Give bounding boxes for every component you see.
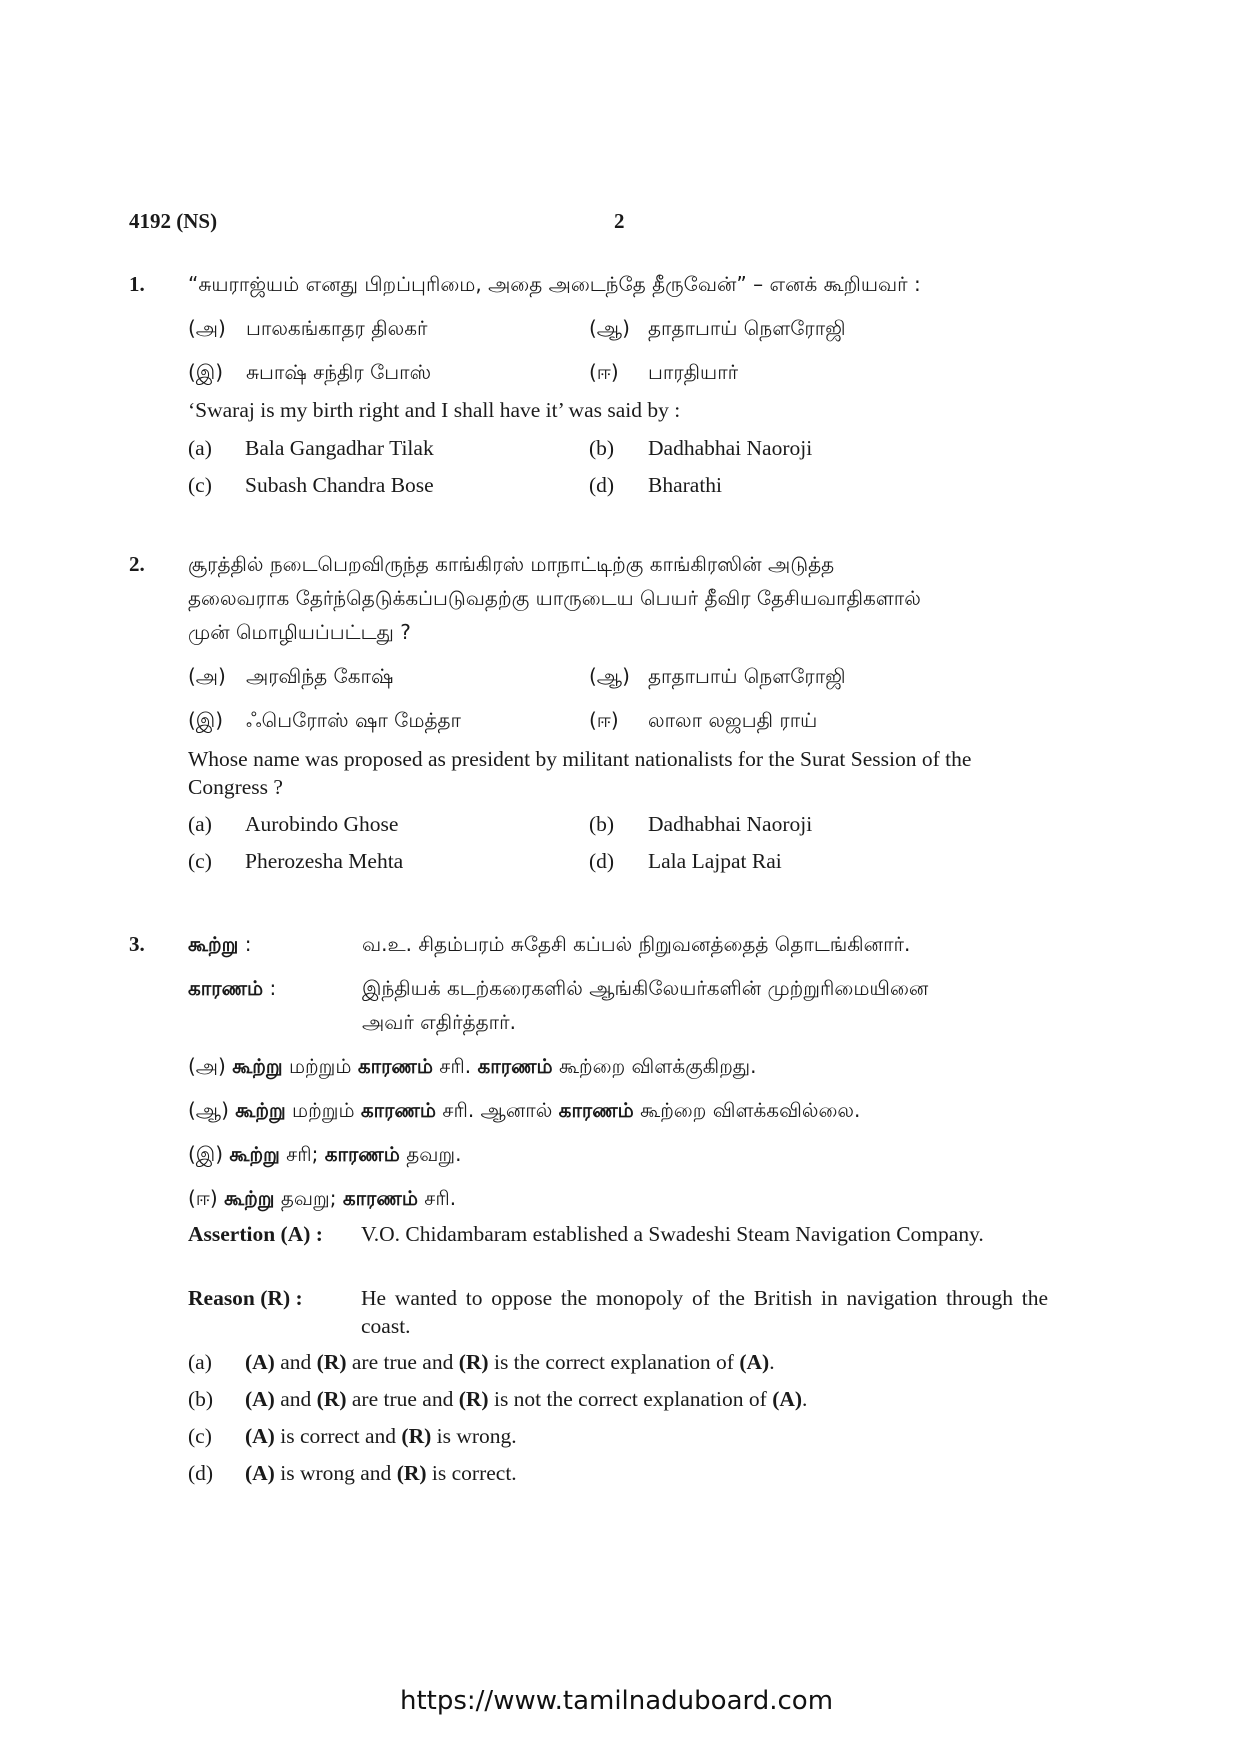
question-1-tamil-text: “சுயராஜ்யம் எனது பிறப்புரிமை, அதை அடைந்தே தீருவேன்” – எனக் கூறியவர் :	[188, 272, 921, 296]
q3-tamil-assertion-text: வ.உ. சிதம்பரம் சுதேசி கப்பல் நிறுவனத்தைத் தொடங்கினார்.	[362, 932, 911, 956]
q3-option-text: (A) is wrong and (R) is correct.	[245, 1461, 517, 1485]
question-3-number: 3.	[129, 932, 145, 956]
question-2-tamil-line: சூரத்தில் நடைபெறவிருந்த காங்கிரஸ் மாநாட்டிற்கு காங்கிரஸின் அடுத்த	[188, 552, 835, 576]
q1-tamil-option-label: (அ)	[188, 316, 226, 340]
q3-option-text: (A) and (R) are true and (R) is the correct explanation of (A).	[245, 1350, 775, 1374]
q3-option-label: (a)	[188, 1350, 212, 1374]
page-number: 2	[614, 209, 625, 233]
website-url: https://www.tamilnaduboard.com	[400, 1686, 834, 1716]
q3-option-label: (c)	[188, 1424, 212, 1448]
q3-option-text: (A) and (R) are true and (R) is not the correct explanation of (A).	[245, 1387, 808, 1411]
q2-tamil-option-text: அரவிந்த கோஷ்	[246, 664, 394, 688]
q2-option-text: Dadhabhai Naoroji	[648, 812, 813, 836]
q2-tamil-option-text: ஃபெரோஸ் ஷா மேத்தா	[246, 708, 461, 732]
q3-tamil-option: (அ) கூற்று மற்றும் காரணம் சரி. காரணம் கூற்றை விளக்குகிறது.	[188, 1054, 757, 1078]
q3-assertion-label: Assertion (A) :	[188, 1222, 323, 1246]
q2-tamil-option-label: (ஆ)	[589, 664, 630, 688]
q1-tamil-option-text: பாரதியார்	[648, 360, 739, 384]
q1-option-text: Bharathi	[648, 473, 723, 497]
q2-option-text: Aurobindo Ghose	[245, 812, 399, 836]
q2-tamil-option-label: (ஈ)	[589, 708, 619, 732]
q1-tamil-option-text: சுபாஷ் சந்திர போஸ்	[246, 360, 432, 384]
q1-tamil-option-text: பாலகங்காதர திலகர்	[246, 316, 428, 340]
q3-tamil-option: (இ) கூற்று சரி; காரணம் தவறு.	[188, 1142, 462, 1166]
q3-tamil-assertion-label: கூற்று :	[188, 932, 252, 956]
q1-tamil-option-label: (ஈ)	[589, 360, 619, 384]
q1-option-label: (b)	[589, 436, 615, 460]
q2-option-label: (c)	[188, 849, 212, 873]
q3-reason-text: He wanted to oppose the monopoly of the British in navigation through the coast.	[361, 1286, 1048, 1338]
q3-assertion-text: V.O. Chidambaram established a Swadeshi Steam Navigation Company.	[361, 1222, 984, 1246]
q3-option-label: (d)	[188, 1461, 214, 1485]
q1-option-label: (c)	[188, 473, 212, 497]
q1-option-text: Dadhabhai Naoroji	[648, 436, 813, 460]
q1-tamil-option-text: தாதாபாய் நௌரோஜி	[648, 316, 846, 340]
q2-tamil-option-text: லாலா லஜபதி ராய்	[648, 708, 818, 732]
q2-option-text: Lala Lajpat Rai	[648, 849, 782, 873]
question-2-tamil-line: முன் மொழியப்பட்டது ?	[188, 620, 411, 644]
q3-tamil-reason-line: அவர் எதிர்த்தார்.	[362, 1010, 516, 1034]
q3-tamil-option: (ஆ) கூற்று மற்றும் காரணம் சரி. ஆனால் காரணம் கூற்றை விளக்கவில்லை.	[188, 1098, 861, 1122]
paper-code: 4192 (NS)	[129, 209, 218, 233]
question-2-number: 2.	[129, 552, 145, 576]
q3-tamil-reason-line: இந்தியக் கடற்கரைகளில் ஆங்கிலேயர்களின் முற்றுரிமையினை	[362, 976, 929, 1000]
q1-option-text: Bala Gangadhar Tilak	[245, 436, 434, 460]
q3-tamil-reason-label: காரணம் :	[188, 976, 277, 1000]
question-1-number: 1.	[129, 272, 145, 296]
q1-tamil-option-label: (ஆ)	[589, 316, 630, 340]
q1-option-label: (d)	[589, 473, 615, 497]
q2-tamil-option-label: (இ)	[188, 708, 224, 732]
q3-reason-label: Reason (R) :	[188, 1286, 303, 1310]
q3-option-text: (A) is correct and (R) is wrong.	[245, 1424, 517, 1448]
q1-option-label: (a)	[188, 436, 212, 460]
q2-option-label: (a)	[188, 812, 212, 836]
q1-tamil-option-label: (இ)	[188, 360, 224, 384]
q2-tamil-option-label: (அ)	[188, 664, 226, 688]
question-2-english-text: Whose name was proposed as president by militant nationalists for the Surat Session of the Congress ?	[188, 747, 972, 799]
question-2-tamil-line: தலைவராக தேர்ந்தெடுக்கப்படுவதற்கு யாருடைய பெயர் தீவிர தேசியவாதிகளால்	[188, 586, 921, 610]
q3-option-label: (b)	[188, 1387, 214, 1411]
q3-tamil-option: (ஈ) கூற்று தவறு; காரணம் சரி.	[188, 1186, 457, 1210]
q2-option-label: (b)	[589, 812, 615, 836]
q2-option-label: (d)	[589, 849, 615, 873]
q2-tamil-option-text: தாதாபாய் நௌரோஜி	[648, 664, 846, 688]
question-1-english-text: ‘Swaraj is my birth right and I shall have it’ was said by :	[188, 398, 681, 422]
q1-option-text: Subash Chandra Bose	[245, 473, 434, 497]
q2-option-text: Pherozesha Mehta	[245, 849, 404, 873]
